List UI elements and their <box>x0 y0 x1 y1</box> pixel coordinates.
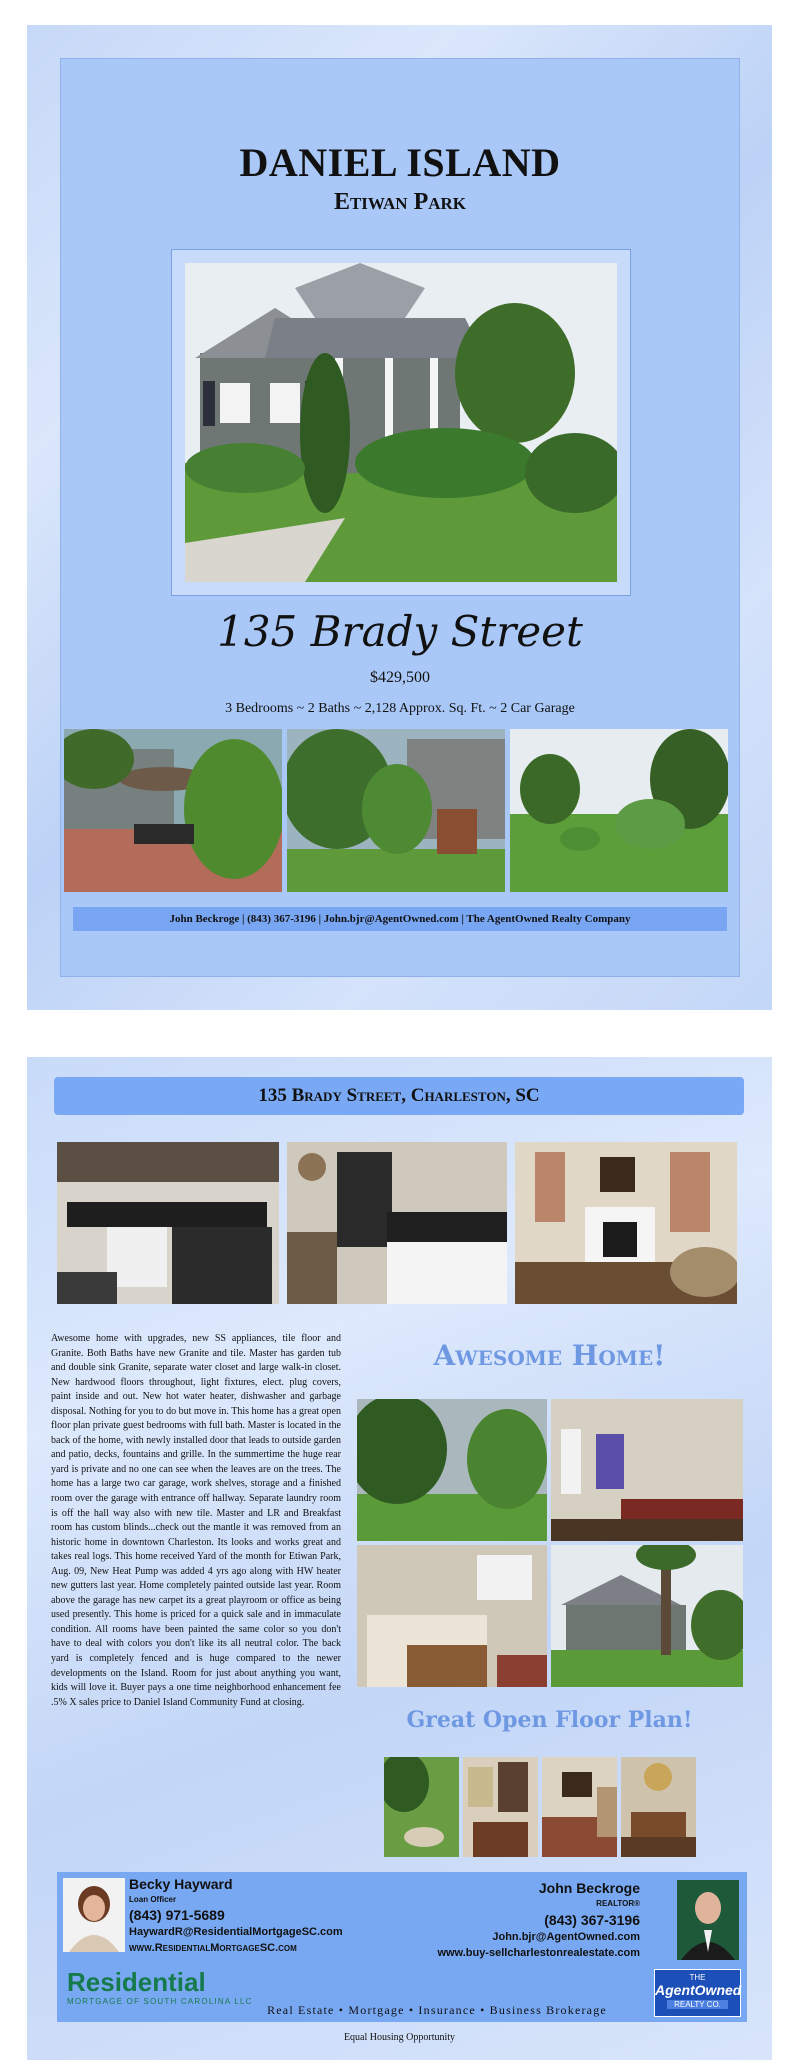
page-subtitle: Etiwan Park <box>333 189 467 215</box>
loan-officer-phone: (843) 971-5689 <box>129 1907 225 1923</box>
house-front-photo <box>185 263 617 582</box>
kitchen-photo-1 <box>57 1142 279 1304</box>
bedroom-photo-2 <box>357 1545 547 1687</box>
dining-photo-1 <box>463 1757 538 1857</box>
dining-photo-2 <box>542 1757 617 1857</box>
listing-price: $429,500 <box>370 669 430 686</box>
loan-officer-photo <box>63 1878 125 1952</box>
bedroom-photo-1 <box>551 1399 743 1541</box>
street-address: 135 Brady Street <box>217 607 583 656</box>
agent-contact-box <box>57 1872 747 2022</box>
loan-officer-website[interactable]: www.ResidentialMortgageSC.com <box>129 1942 297 1954</box>
page-title: DANIEL ISLAND <box>239 140 561 185</box>
contact-bar: John Beckroge | (843) 367-3196 | John.bjr@AgentOwned.com | The AgentOwned Realty Company <box>73 907 727 931</box>
flyer-page-1 <box>27 25 772 1010</box>
agentowned-logo <box>654 1969 741 2017</box>
flyer-page-2 <box>27 1057 772 2060</box>
main-photo-frame <box>171 249 631 596</box>
services-tagline: Real Estate • Mortgage • Insurance • Business Brokerage <box>267 2003 607 2017</box>
realtor-title: REALTOR® <box>596 1899 640 1908</box>
listing-details: 3 Bedrooms ~ 2 Baths ~ 2,128 Approx. Sq. Ft. ~ 2 Car Garage <box>225 701 575 716</box>
agentowned-logo-bottom: REALTY CO. <box>667 2000 728 2009</box>
loan-officer-email[interactable]: HaywardR@ResidentialMortgageSC.com <box>129 1926 343 1938</box>
property-description: Awesome home with upgrades, new SS appliances, tile floor and Granite. Both Baths have new Granite and tile. Master has garden tub and double sink Granite, separate water closet and large walk-in closet. New hardwood floors throughout, light fixtures, elect. plug covers, paint inside and out. New hot water heater, dishwasher and garbage disposal. Nothing for you to do but move in. This home has a great open floor plan private guest bedrooms with full bath. Master is located in the back of the home, with newly installed door that leads to outside garden and patio, decks, fountains and grille. In the summertime the huge rear yard is private and no one can see when the leaves are on the trees. The home has a large two car garage, work shelves, storage and a finished room over the garage with entrance off hallway. Separate laundry room is off the hall way also with new tile. Master and LR and Breakfast room has custom blinds...check out the mantle it was removed from an historic home in downtown Charleston. Its looks and works great and takes real logs. This home received Yard of the month for Etiwan Park, Aug. 09, New Heat Pump was added 4 yrs ago along with HW heater new gutters last year. Home completely painted outside last year. Room above the garage has new carpet its a great playroom or office as being used presently. This home is priced for a quick sale and in immaculate condition. All rooms have been painted the same color so you don't have to deal with colors you don't like its all neutral color. The back yard is completely fenced and is huge compared to the newer developments on the Island. Room for just about anything you want, kids will love it. Buyer pays a one time neighborhood enhancement fee .5% X sales price to Daniel Island Community Fund at closing. <box>51 1333 341 1708</box>
realtor-phone: (843) 367-3196 <box>544 1912 640 1928</box>
residential-mortgage-subtitle: MORTGAGE OF SOUTH CAROLINA LLC <box>67 1997 253 2006</box>
loan-officer-title: Loan Officer <box>129 1895 177 1904</box>
awesome-home-heading: Awesome Home! <box>433 1339 666 1372</box>
house-exterior-photo <box>551 1545 743 1687</box>
loan-officer-name: Becky Hayward <box>129 1876 233 1892</box>
equal-housing-note: Equal Housing Opportunity <box>343 2032 456 2043</box>
garden-path-photo <box>384 1757 459 1857</box>
realtor-name: John Beckroge <box>538 1880 640 1896</box>
patio-photo <box>64 729 282 892</box>
realtor-website[interactable]: www.buy-sellcharlestonrealestate.com <box>437 1947 640 1959</box>
page-2-header: 135 Brady Street, Charleston, SC <box>54 1077 744 1115</box>
lawn-photo <box>510 729 728 892</box>
agentowned-logo-mid: AgentOwned <box>655 1982 742 1998</box>
floor-plan-heading: Great Open Floor Plan! <box>406 1707 693 1733</box>
realtor-email[interactable]: John.bjr@AgentOwned.com <box>492 1931 640 1943</box>
yard-photo <box>357 1399 547 1541</box>
living-room-photo <box>515 1142 737 1304</box>
flyer-page-1-panel <box>60 58 740 977</box>
dining-photo-3 <box>621 1757 696 1857</box>
kitchen-photo-2 <box>287 1142 507 1304</box>
realtor-photo <box>677 1880 739 1960</box>
agentowned-logo-top: THE <box>689 1973 706 1982</box>
backyard-deck-photo <box>287 729 505 892</box>
residential-mortgage-logo: Residential <box>67 1967 206 1997</box>
